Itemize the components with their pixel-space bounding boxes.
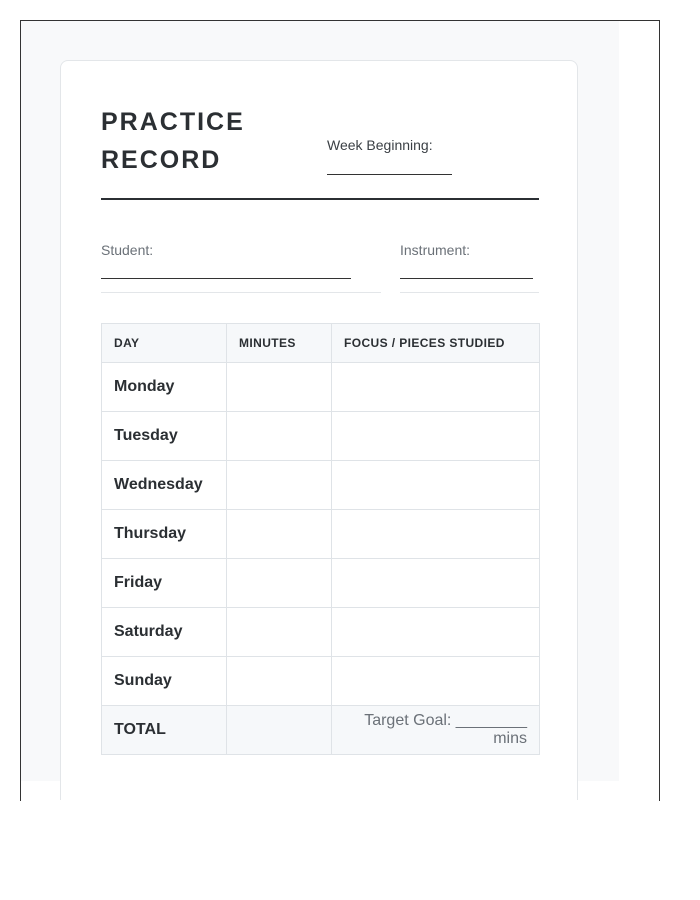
student-field-underline [101,292,381,293]
week-beginning-field[interactable] [327,174,452,175]
total-minutes-cell[interactable] [227,706,332,755]
table-header-row [102,324,540,363]
minutes-cell[interactable] [227,412,332,461]
instrument-label: Instrument: [400,242,471,258]
focus-cell[interactable] [332,559,540,608]
practice-record-sheet [60,60,578,800]
focus-cell[interactable] [332,461,540,510]
minutes-cell[interactable] [227,657,332,706]
total-label: TOTAL [102,706,227,755]
day-cell: Wednesday [102,461,227,510]
day-cell: Thursday [102,510,227,559]
minutes-cell[interactable] [227,363,332,412]
table-row [102,461,540,510]
table-row [102,363,540,412]
minutes-cell[interactable] [227,461,332,510]
student-field[interactable] [101,278,351,279]
minutes-cell[interactable] [227,510,332,559]
header-divider [101,198,539,200]
day-cell: Friday [102,559,227,608]
table-row [102,657,540,706]
student-label: Student: [101,242,154,258]
column-header-day: DAY [102,324,227,363]
table-row [102,412,540,461]
focus-cell[interactable] [332,412,540,461]
page-title [101,103,301,179]
column-header-minutes: MINUTES [227,324,332,363]
focus-cell[interactable] [332,510,540,559]
table-row [102,608,540,657]
day-cell: Monday [102,363,227,412]
practice-log-table [101,323,540,755]
table-row [102,510,540,559]
focus-cell[interactable] [332,608,540,657]
week-beginning-label: Week Beginning: [327,137,433,153]
day-cell: Tuesday [102,412,227,461]
focus-cell[interactable] [332,657,540,706]
target-goal-text: Target Goal: ________ mins [332,706,540,755]
title-line-1: PRACTICE [101,108,245,136]
column-header-focus: FOCUS / PIECES STUDIED [332,324,540,363]
minutes-cell[interactable] [227,559,332,608]
minutes-cell[interactable] [227,608,332,657]
day-cell: Saturday [102,608,227,657]
day-cell: Sunday [102,657,227,706]
instrument-field[interactable] [400,278,533,279]
instrument-field-underline [400,292,539,293]
table-row [102,559,540,608]
title-line-2: RECORD [101,146,222,174]
focus-cell[interactable] [332,363,540,412]
total-row [102,706,540,755]
